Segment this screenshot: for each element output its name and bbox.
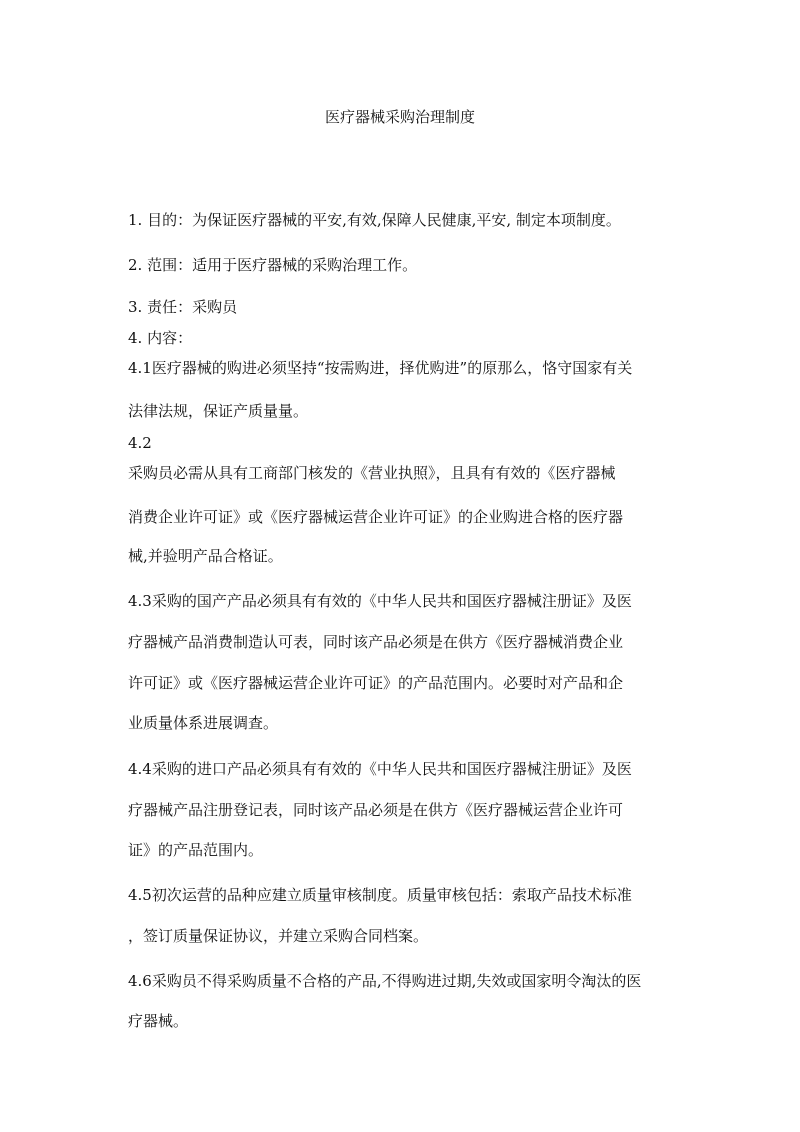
paragraph-line: 疗器械产品消费制造认可表，同时该产品必须是在供方《医疗器械消费企业 [128, 633, 624, 651]
document-title: 医疗器械采购治理制度 [324, 108, 475, 126]
paragraph-line: 疗器械产品注册登记表，同时该产品必须是在供方《医疗器械运营企业许可 [128, 801, 624, 819]
paragraph-line: 业质量体系进展调查。 [128, 714, 279, 732]
paragraph-line: 4. 内容： [128, 329, 193, 347]
paragraph-line: 4.6采购员不得采购质量不合格的产品,不得购进过期,失效或国家明令淘汰的医 [128, 972, 642, 990]
paragraph-line: 4.3采购的国产产品必须具有有效的《中华人民共和国医疗器械注册证》及医 [128, 592, 632, 610]
paragraph-line: 采购员必需从具有工商部门核发的《营业执照》，且具有有效的《医疗器械 [128, 464, 616, 482]
paragraph-line: 证》的产品范围内。 [128, 841, 264, 859]
paragraph-line: 2. 范围：适用于医疗器械的采购治理工作。 [128, 256, 418, 274]
paragraph-line: 4.5初次运营的品种应建立质量审核制度。质量审核包括：索取产品技术标准 [128, 886, 632, 904]
paragraph-line: 疗器械。 [128, 1012, 189, 1030]
paragraph-line: 4.2 [128, 434, 152, 452]
paragraph-line: 4.4采购的进口产品必须具有有效的《中华人民共和国医疗器械注册证》及医 [128, 760, 632, 778]
paragraph-line: 1. 目的：为保证医疗器械的平安,有效,保障人民健康,平安, 制定本项制度。 [128, 211, 621, 229]
paragraph-line: 4.1医疗器械的购进必须坚持“按需购进，择优购进”的原那么，恪守国家有关 [128, 359, 633, 377]
paragraph-line: 许可证》或《医疗器械运营企业许可证》的产品范围内。必要时对产品和企 [128, 674, 624, 692]
paragraph-line: 3. 责任：采购员 [128, 298, 238, 316]
paragraph-line: 消费企业许可证》或《医疗器械运营企业许可证》的企业购进合格的医疗器 [128, 508, 624, 526]
paragraph-line: 械,并验明产品合格证。 [128, 547, 283, 565]
paragraph-line: ，签订质量保证协议，并建立采购合同档案。 [128, 927, 429, 945]
paragraph-line: 法律法规，保证产质量量。 [128, 402, 309, 420]
